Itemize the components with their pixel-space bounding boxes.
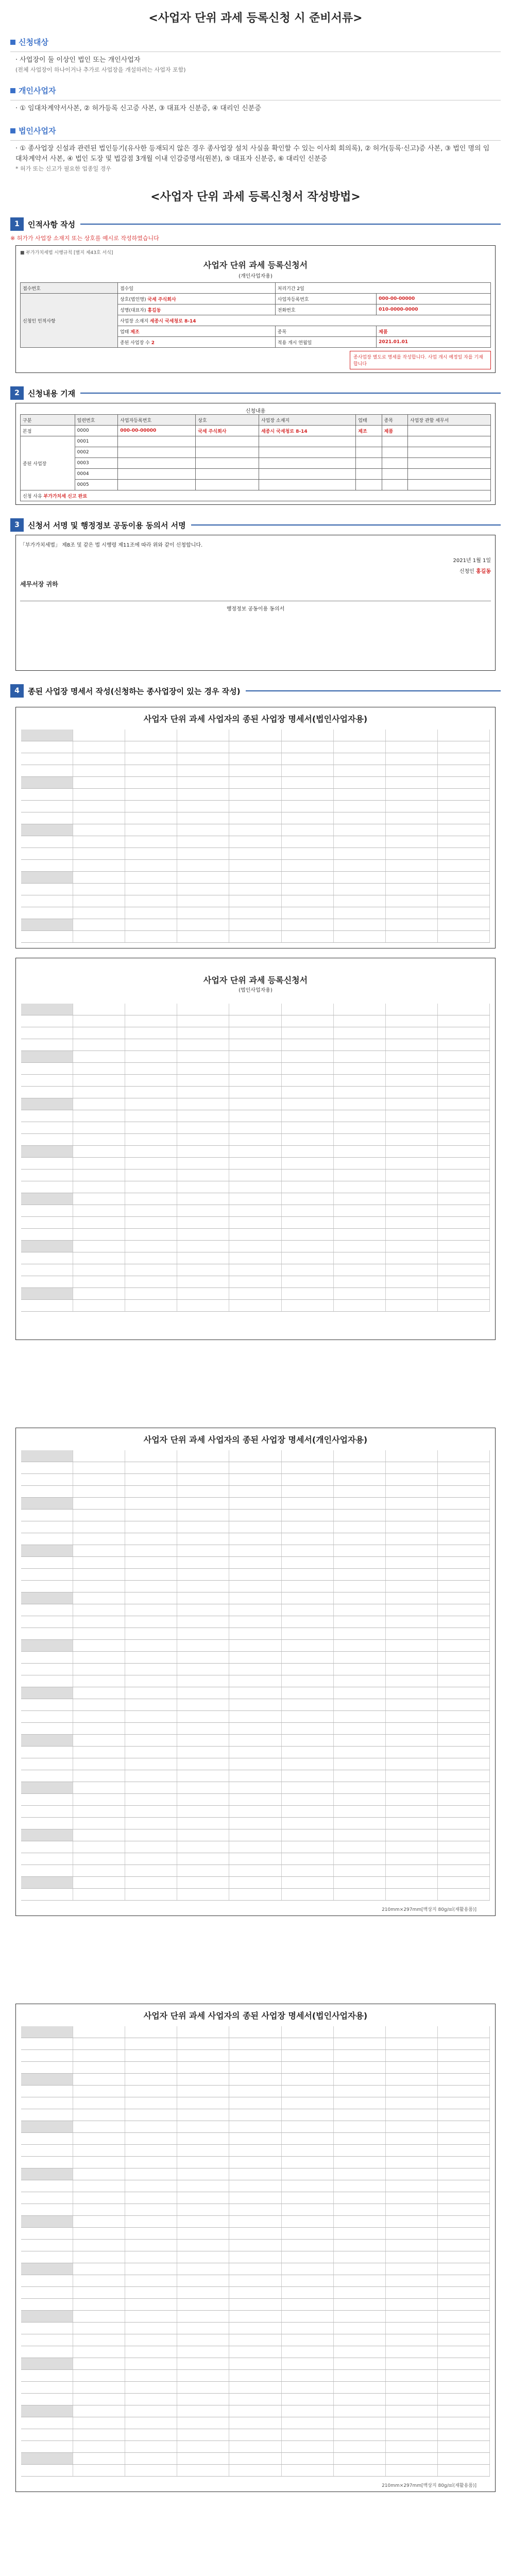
- bullet-square-icon: [10, 128, 15, 133]
- section-head: 개인사업자: [10, 85, 501, 96]
- step-4: 4 종된 사업장 명세서 작성(신청하는 종사업장이 있는 경우 작성): [10, 684, 501, 698]
- form-step3: 「부가가치세법」 제8조 및 같은 법 시행령 제11조에 따라 위와 같이 신청합니다. 2021년 1월 1일 신청인 홍길동 세무서장 귀하 행정정보 공동이용 동의서: [15, 535, 496, 671]
- section-line: · ① 임대차계약서사본, ② 허가등록 신고증 사본, ③ 대표자 신분증, ④ 대리인 신분증: [15, 105, 261, 112]
- annotation-box: 종사업장 별도로 명세를 작성합니다. 사업 개시 예정일 자를 기재합니다: [350, 351, 491, 369]
- page: [0, 9, 511, 2576]
- section-line: · ① 종사업장 신설과 관련된 법인등기(유사한 등재되지 않은 경우 종사업장 설치 사실을 확인할 수 있는 이사회 회의록), ② 허가(등록·신고)증 사본, ③ 법인 명의 임대차계약서 사본, ④ 법인 도장 및 법감점 3개월 이내 인감증명서(원본), ⑤ 대표자 신분증, ⑥ 대리인 신분증: [15, 145, 490, 163]
- step-1: 1 인적사항 작성: [10, 217, 501, 231]
- form-step2: 신청내용 구분 일련번호 사업자등록번호 상호 사업장 소재지 업태 종목 사업장 관할 세무서 본점 0000 000-00-00000 국세 주식회사 세종시 국세청로 8-14 제조 제품 종된 사업장 0001 0002 0003 0004 0005 신청 사유 부가가치세 신고 완료: [15, 403, 496, 505]
- method-title: <사업자 단위 과세 등록신청서 작성방법>: [150, 191, 361, 204]
- detail-form-1: 사업자 단위 과세 사업자의 종된 사업장 명세서(개인사업자용) 210mm×297mm[백상지 80g/㎡(재활용품)]: [15, 1428, 496, 1916]
- step-2: 2 신청내용 기재: [10, 386, 501, 400]
- section-line: · 사업장이 둘 이상인 법인 또는 개인사업자: [15, 56, 141, 64]
- bullet-square-icon: [10, 40, 15, 45]
- form-step1: ■ 부가가치세법 시행규칙 [별지 제43호 서식] 사업자 단위 과세 등록신청서 (개인사업자용) 접수번호 접수일 처리기간 2일 신청인 인적사항 상호(법인명) 국세 주식회사 사업자등록번호 000-00-00000 성명(대표자) 홍길동 전화번호 010-0000-0000 사업장 소재지 세종시 국세청로 8-14 업태 제조 종목 제품 종된 사업장 수 2 적용 개시 연월일 2021.01.01 종사업장 별도로 명세를 작성합니다. 사업 개시 예정일 자를 기재합니다: [15, 245, 496, 373]
- step-3: 3 신청서 서명 및 행정정보 공동이용 동의서 서명: [10, 518, 501, 532]
- detail-form-2: 사업자 단위 과세 사업자의 종된 사업장 명세서(법인사업자용) 210mm×297mm[백상지 80g/㎡(재활용품)]: [15, 2004, 496, 2492]
- section-head: 법인사업자: [10, 125, 501, 136]
- form-step4: 사업자 단위 과세 사업자의 종된 사업장 명세서(법인사업자용): [15, 707, 496, 948]
- section-line: (전체 사업장이 하나이거나 추가로 사업장을 개설하려는 사업자 포함): [15, 66, 186, 73]
- bullet-square-icon: [10, 88, 15, 93]
- section-head: 신청대상: [10, 37, 501, 47]
- prep-title: <사업자 단위 과세 등록신청 시 준비서류>: [148, 12, 363, 25]
- step1-note: ※ 허가가 사업장 소재지 또는 상호를 예시로 작성하였습니다: [10, 235, 159, 242]
- section-line: * 허가 또는 신고가 필요한 업종일 경우: [15, 165, 111, 172]
- blank-form-1: 사업자 단위 과세 등록신청서 (법인사업자용): [15, 958, 496, 1340]
